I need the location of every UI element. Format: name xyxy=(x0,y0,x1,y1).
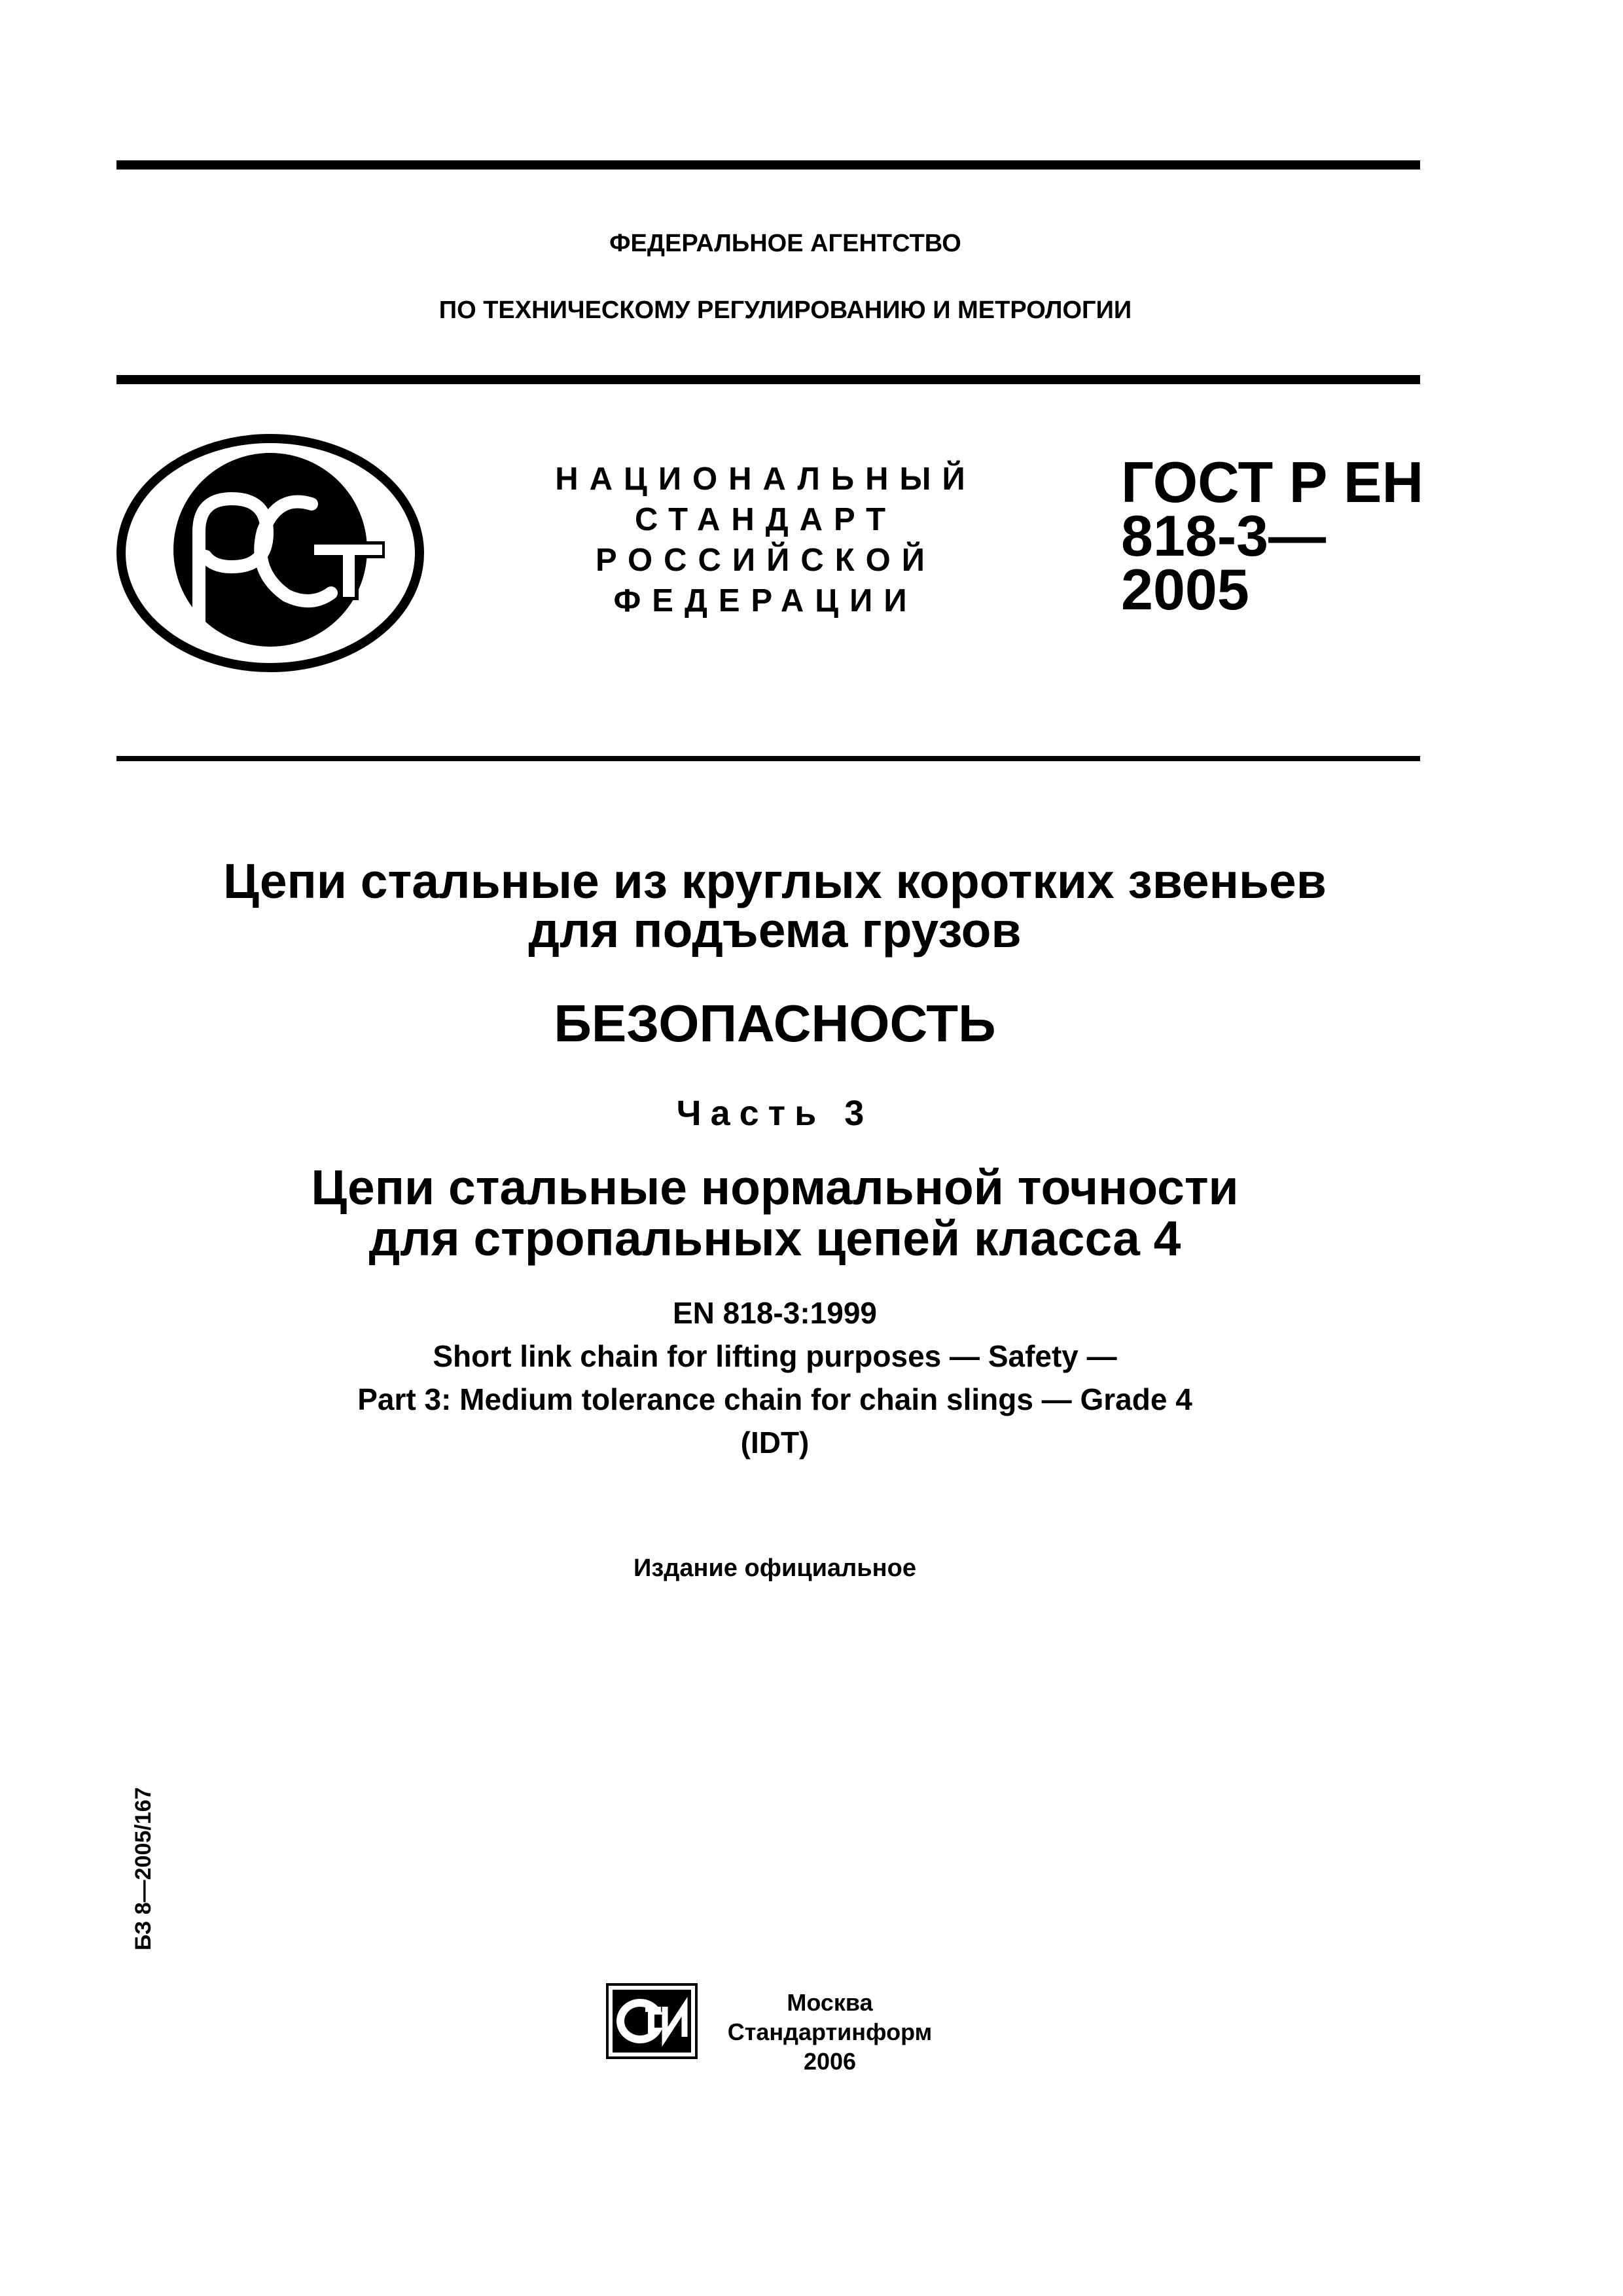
main-title-line-2: для подъема грузов xyxy=(528,903,1022,958)
sti-logo-mark xyxy=(605,1978,703,2063)
agency-line-1: ФЕДЕРАЛЬНОЕ АГЕНТСТВО xyxy=(609,230,961,257)
edition-note: Издание официальное xyxy=(633,1554,916,1582)
national-standard-line-4: ФЕДЕРАЦИИ xyxy=(613,583,918,619)
en-standard-code: EN 818-3:1999 xyxy=(673,1296,877,1330)
standard-designation-line-2: 818-3— xyxy=(1121,503,1327,568)
en-title-line-2: Part 3: Medium tolerance chain for chain slings — Grade 4 xyxy=(357,1382,1192,1416)
agency-line-2: ПО ТЕХНИЧЕСКОМУ РЕГУЛИРОВАНИЮ И МЕТРОЛОГИИ xyxy=(438,296,1132,324)
publisher-year: 2006 xyxy=(803,2048,857,2075)
side-note xyxy=(131,1787,170,1990)
en-title-line-1: Short link chain for lifting purposes — Safety — xyxy=(433,1339,1117,1373)
side-note-text: БЗ 8—2005/167 xyxy=(131,1787,156,1950)
national-standard-line-3: РОССИЙСКОЙ xyxy=(596,543,936,578)
sub-title-line-2: для стропальных цепей класса 4 xyxy=(368,1211,1181,1266)
national-standard-line-2: СТАНДАРТ xyxy=(634,502,897,537)
rst-logo-mark xyxy=(115,433,426,673)
top-rule xyxy=(116,160,1420,170)
header-rule xyxy=(116,375,1420,384)
publisher-city: Москва xyxy=(787,1989,873,2016)
en-idt: (IDT) xyxy=(740,1426,810,1460)
main-title-line-1: Цепи стальные из круглых коротких звеньев xyxy=(223,853,1327,908)
safety-heading: БЕЗОПАСНОСТЬ xyxy=(554,994,996,1052)
part-number: Часть 3 xyxy=(676,1094,874,1133)
national-standard-line-1: НАЦИОНАЛЬНЫЙ xyxy=(555,461,976,497)
sub-title-line-1: Цепи стальные нормальной точности xyxy=(311,1160,1239,1215)
standard-designation-line-3: 2005 xyxy=(1121,557,1249,622)
standard-designation-line-1: ГОСТ Р ЕН xyxy=(1121,450,1424,514)
sti-logo xyxy=(605,1978,703,2063)
rst-logo xyxy=(115,433,426,673)
mid-rule xyxy=(116,756,1420,761)
publisher-name: Стандартинформ xyxy=(727,2018,933,2045)
